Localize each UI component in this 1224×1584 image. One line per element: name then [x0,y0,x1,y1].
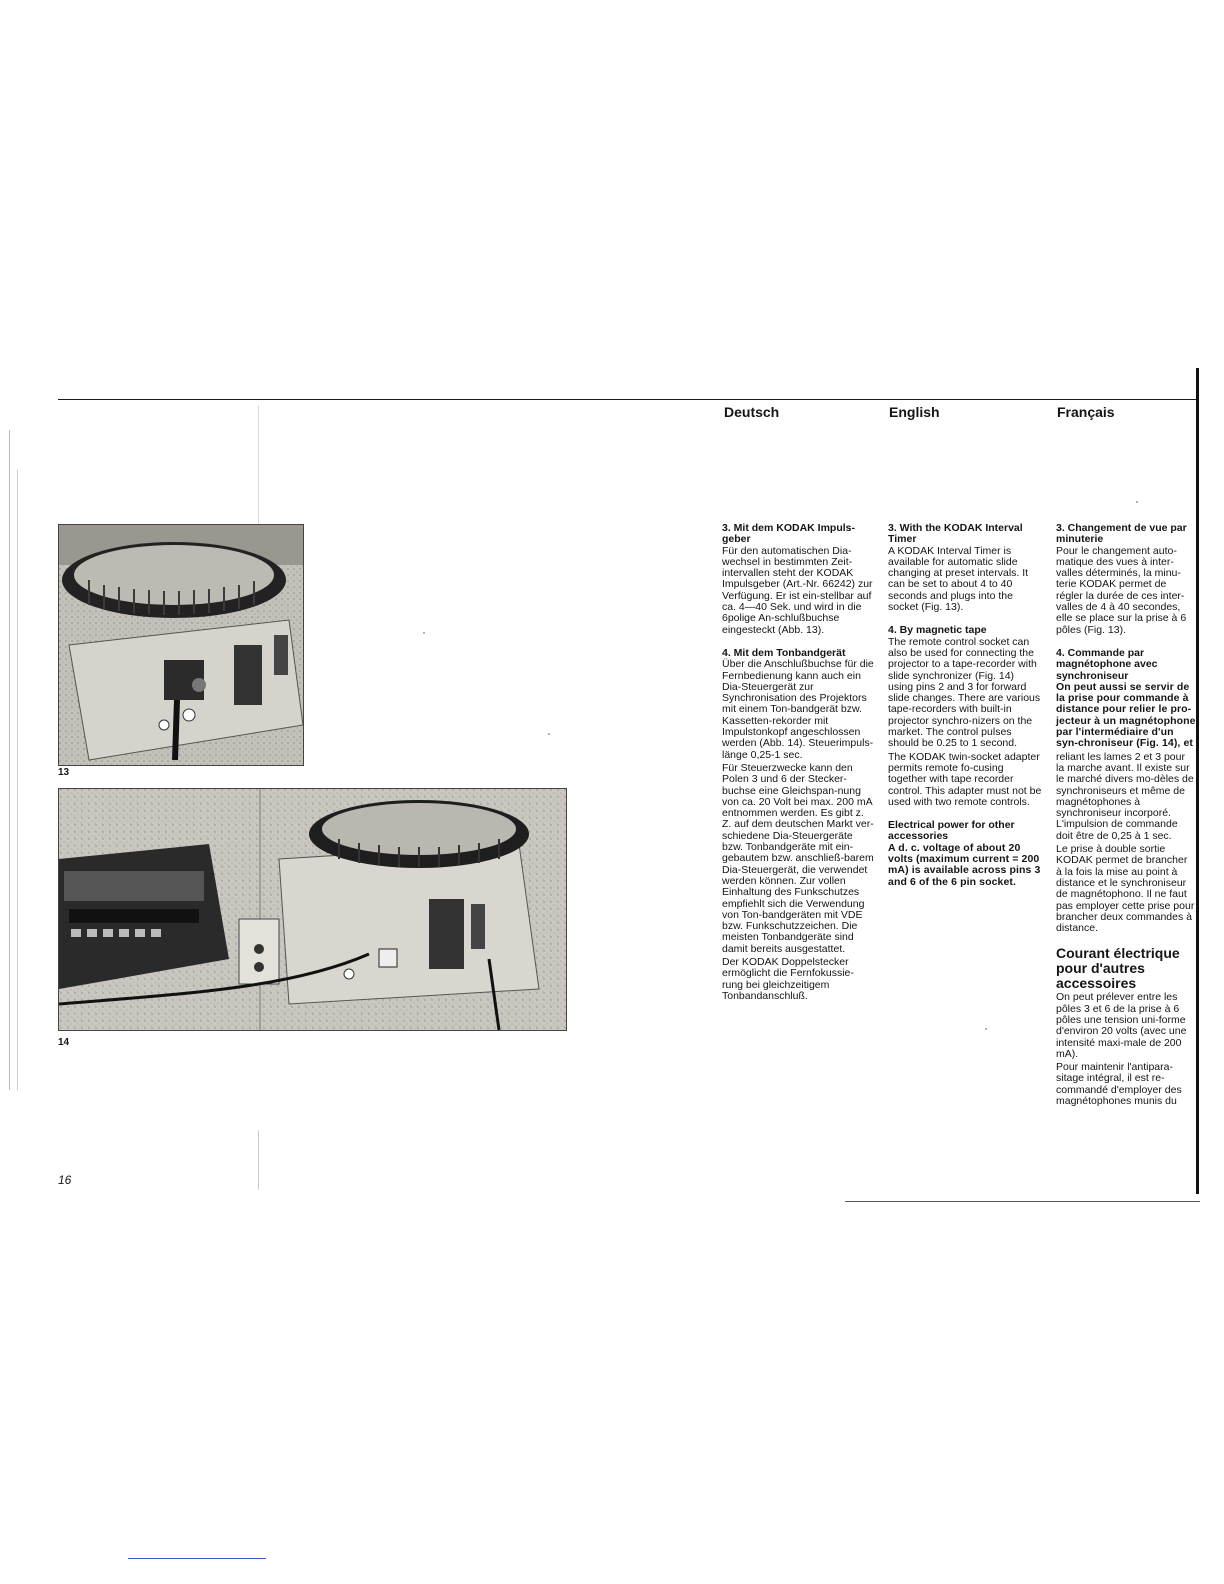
fr-section-4-text-2: reliant les lames 2 et 3 pour la marche avant. Il existe sur le marché divers mo-dèles de synchroniseurs et même de magnétophones à synchroniseur incorporé. L'impulsion de commande doit être de 0,25 à 1 sec. [1056,750,1194,842]
de-section-4-text: Über die Anschlußbuchse für die Fernbedienung kann auch ein Dia-Steuergerät zur Synchronisation des Projektors mit einem Ton-bandgerät bzw. Kassetten-rekorder mit Impulstonkopf angeschlossen werden (Abb. 14). Steuerimpuls-länge 0,25-1 sec. [722,658,874,761]
en-section-4-title: 4. By magnetic tape [888,624,987,637]
right-edge-rule [1196,368,1199,1194]
scan-speck [423,632,425,634]
column-english [888,523,1042,900]
figure-13-projector-photo [58,524,304,766]
scan-artifact-line [258,405,259,525]
fr-section-4-text-3: Le prise à double sortie KODAK permet de brancher à la fois la mise au point à distance et le synchroniseur de magnétophono. Il ne faut pas employer cette prise pour brancher deux commandes à distance. [1056,843,1195,935]
fr-section-4-title: 4. Commande par magnétophone avec synchroniseur [1056,646,1158,682]
column-francais [1056,523,1196,1119]
en-section-4-text: The remote control socket can also be used for connecting the projector to a tape-recorder with slide synchronizer (Fig. 14) using pins 2 and 3 for forward slide changes. There are various tape-recorders with built-in projector synchro-nizers on the market. The control pulses should be 0.25 to 1 second. [888,635,1041,750]
de-section-4-text-3: Der KODAK Doppelstecker ermöglicht die Fernfokussie-rung bei gleichzeitigem Tonbandanschluß. [722,955,854,1002]
page-number: 16 [58,1173,72,1187]
column-deutsch [722,523,874,1014]
fr-section-5-text: On peut prélever entre les pôles 3 et 6 de la prise à 6 pôles une tension uni-forme d'environ 20 volts (avec une intensité maxi-male de 200 mA). [1056,991,1187,1060]
fr-section-5-text-2: Pour maintenir l'antipara-sitage intégral, il est re-commandé d'employer des magnétophones munis du [1056,1061,1182,1108]
fr-section-5-title: Courant électrique pour d'autres accessoires [1056,945,1180,992]
fr-section-4-text: On peut aussi se servir de la prise pour commande à distance pour relier le pro-jecteur à un magnétophone par l'intermédiaire d'un syn-chroniseur (Fig. 14), et [1056,680,1196,750]
de-section-3-title: 3. Mit dem KODAK Impuls-geber [722,522,856,546]
header-deutsch: Deutsch [724,404,780,420]
projector-with-timer-illustration [59,525,303,765]
scan-artifact-line [258,1130,259,1190]
de-section-4-title: 4. Mit dem Tonbandgerät [722,646,846,659]
de-section-4-text-2: Für Steuerzwecke kann den Polen 3 und 6 der Stecker-buchse eine Gleichspan-nung von ca. 20 Volt bei max. 200 mA entnommen werden. Es gibt z. Z. auf dem deutschen Markt ver-schiedene Dia-Steuergeräte bzw. Tonbandgeräte mit ein-gebautem bzw. anschließ-barem Dia-Steuergerät, die verwendet werden können. Zur vollen Einhaltung des Funkschutzes empfiehlt sich die Verwendung von Ton-bandgeräten mit VDE bzw. Funkschutzzeichen. Die meisten Tonbandgeräte sind damit bereits ausgestattet. [722,761,874,955]
binding-shadow [9,430,10,1090]
de-section-3-text: Für den automatischen Dia-wechsel in bestimmten Zeit-intervallen steht der KODAK Impulsgeber (Art.-Nr. 66242) zur Verfügung. Er ist ein-stellbar auf ca. 4—40 Sek. und wird in die 6polige An-schlußbuchse eingesteckt (Abb. 13). [722,544,873,636]
figure-14-label: 14 [58,1037,70,1048]
figure-14-projector-tape-recorder-photo [58,788,567,1031]
en-section-5-title: Electrical power for other accessories [888,819,1015,843]
scan-artifact-line [128,1558,266,1559]
scan-speck [985,1028,987,1030]
bottom-rule [845,1201,1200,1202]
scan-speck [1136,501,1138,503]
en-section-4-text-2: The KODAK twin-socket adapter permits remote fo-cusing together with tape recorder control. This adapter must not be used with two remote controls. [888,750,1042,808]
projector-with-tape-recorder-illustration [59,789,566,1030]
header-english: English [889,404,940,420]
en-section-3-title: 3. With the KODAK Interval Timer [888,522,1023,546]
fr-section-3-text: Pour le changement auto-matique des vues à inter-valles déterminés, la minu-terie KODAK permet de régler la durée de ces inter-valles de 4 à 40 secondes, elle se place sur la prise à 6 pôles (Fig. 13). [1056,544,1187,636]
fr-section-3-title: 3. Changement de vue par minuterie [1056,522,1187,546]
figure-13-label: 13 [58,767,70,778]
header-francais: Français [1057,404,1115,420]
binding-shadow [17,470,18,1090]
en-section-5-text: A d. c. voltage of about 20 volts (maximum current = 200 mA) is available across pins 3 and 6 of the 6 pin socket. [888,841,1041,888]
scan-speck [548,733,550,735]
en-section-3-text: A KODAK Interval Timer is available for automatic slide changing at preset intervals. It can be set to about 4 to 40 seconds and plugs into the socket (Fig. 13). [888,544,1029,614]
top-rule [58,399,1198,400]
